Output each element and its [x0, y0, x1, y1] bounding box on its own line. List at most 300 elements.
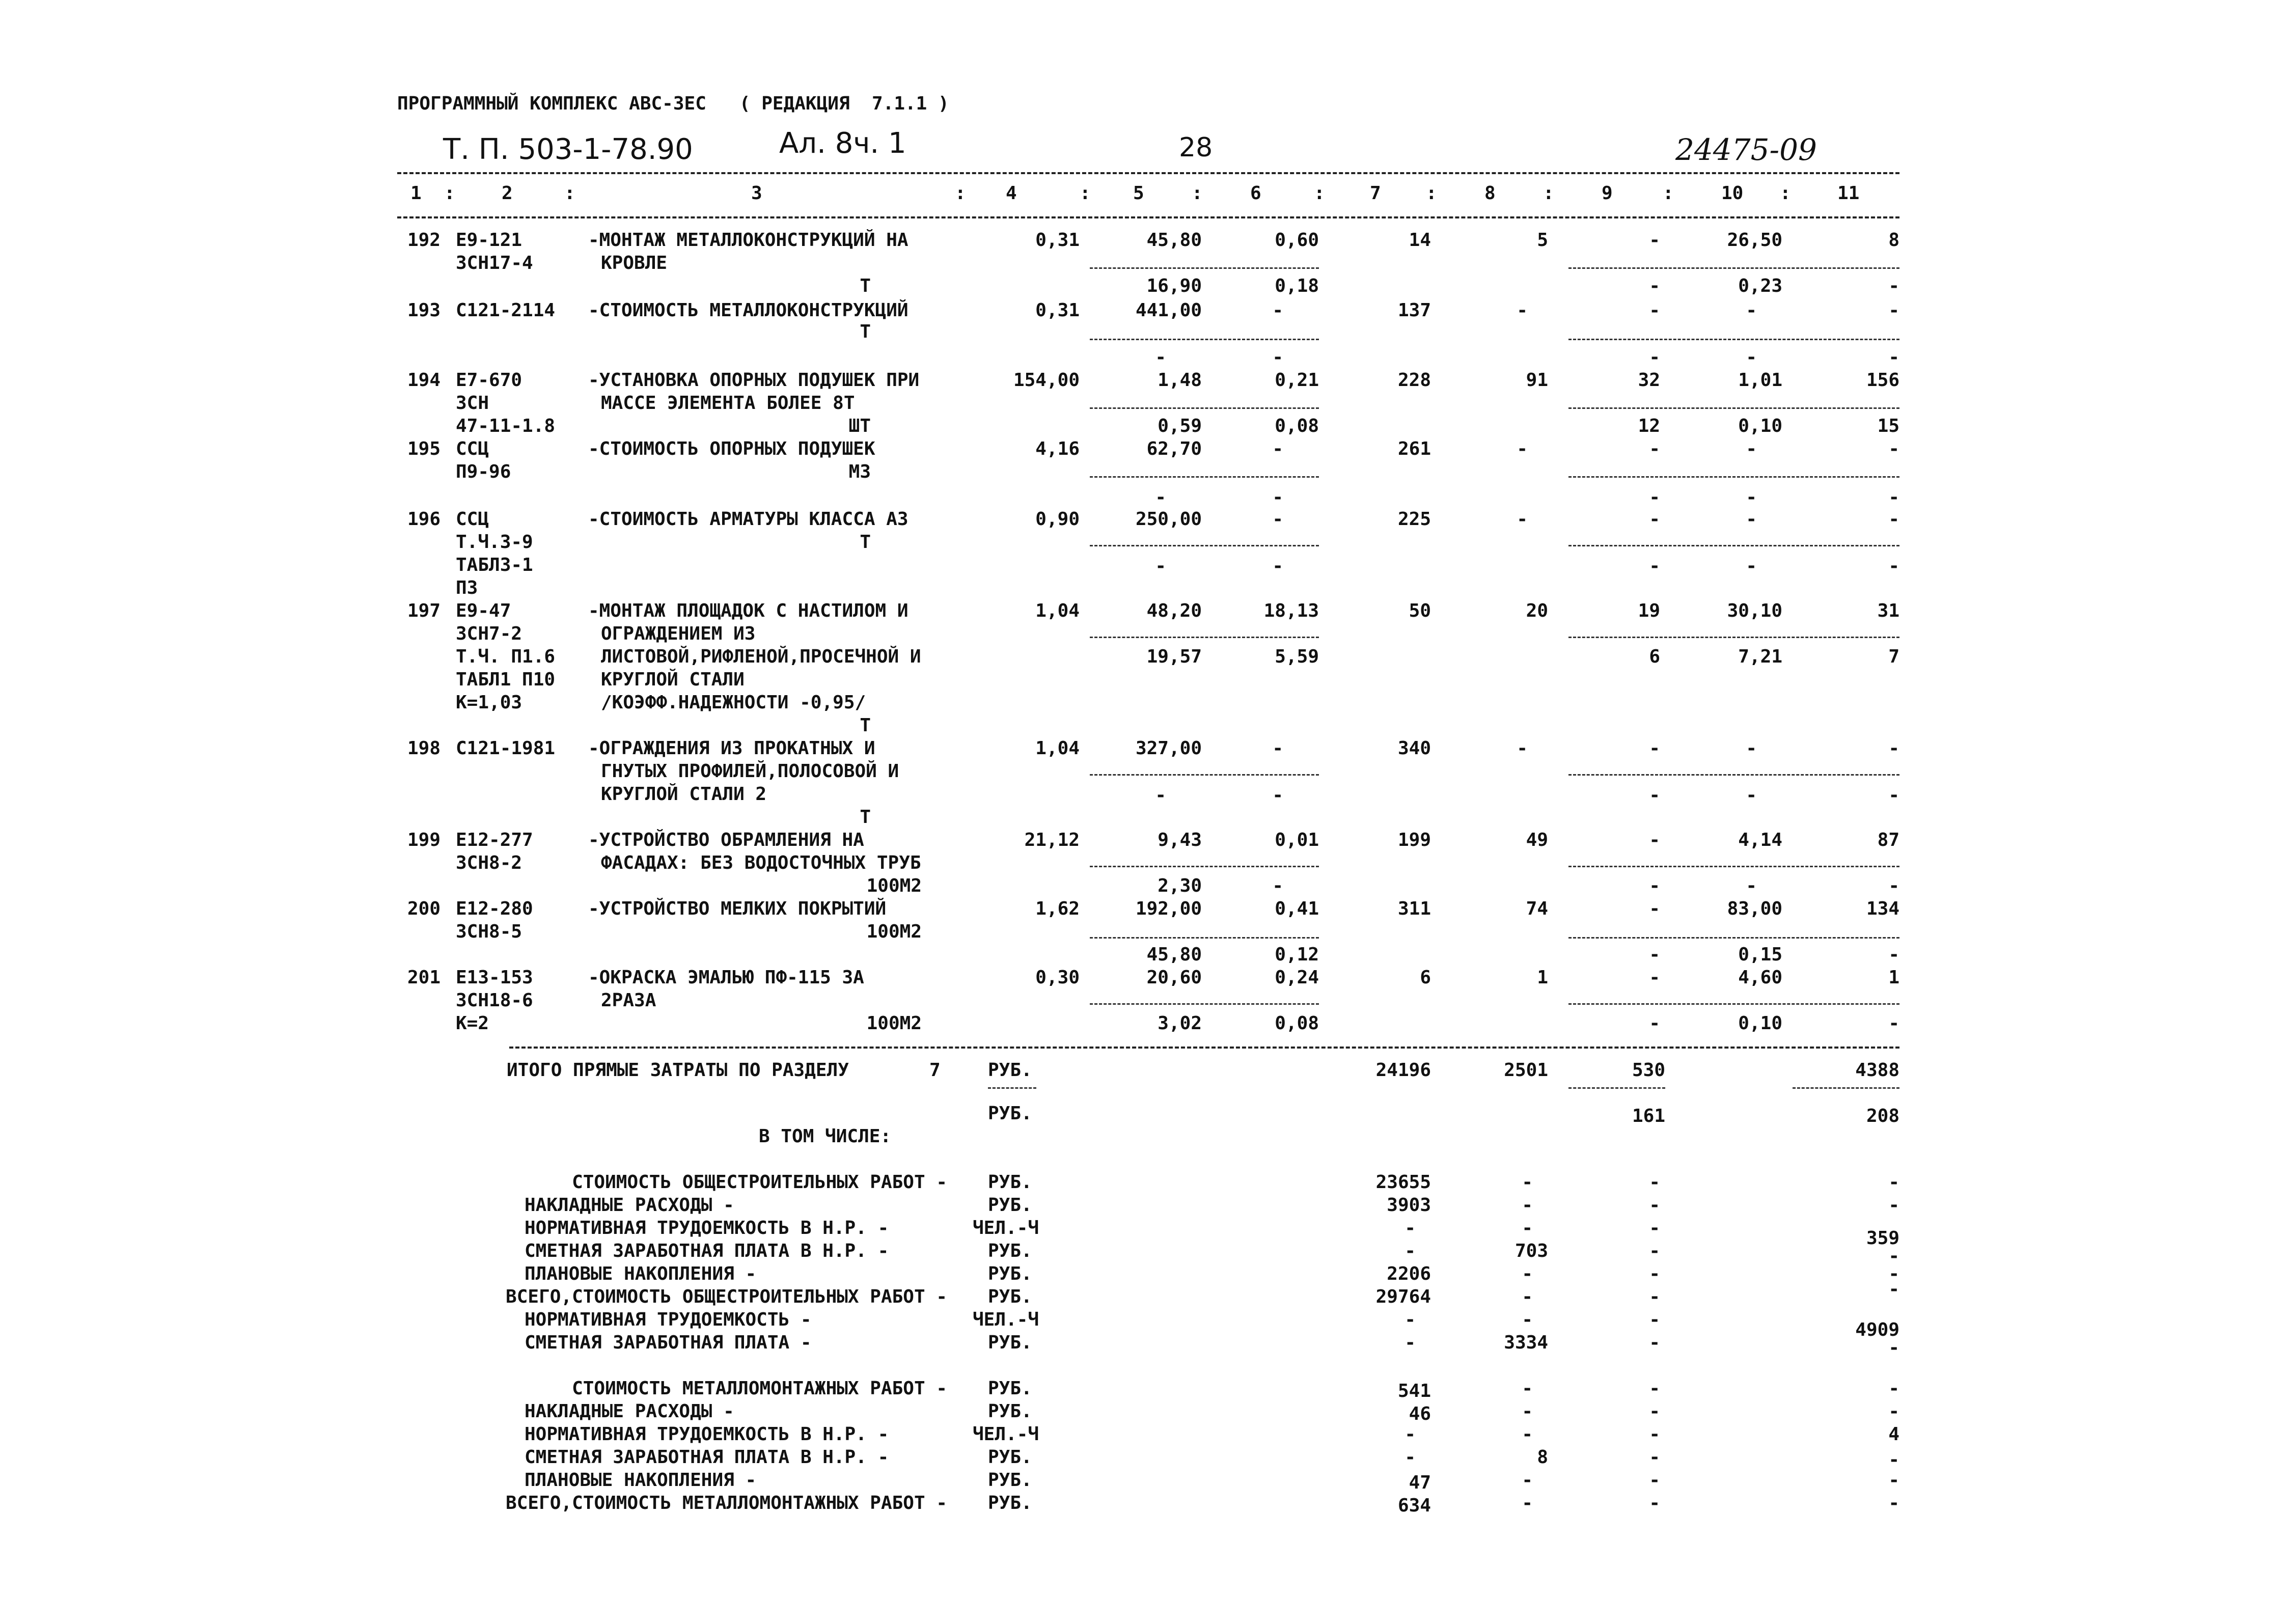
- cell: 48,20: [1146, 600, 1202, 621]
- cell: 530: [1632, 1060, 1665, 1081]
- cell: 32: [1638, 370, 1660, 391]
- cell: -: [1888, 300, 1899, 321]
- cell: 3903: [1387, 1195, 1431, 1216]
- cell: -: [1649, 1241, 1660, 1261]
- cell: -: [1746, 738, 1757, 759]
- cell: -: [1649, 1195, 1660, 1216]
- cell: 1: [1888, 967, 1899, 988]
- cell: -: [1155, 347, 1166, 368]
- norm-code: ТАБЛ1 П10: [456, 669, 556, 690]
- cell: -: [1649, 1263, 1660, 1284]
- cell: 3334: [1504, 1332, 1548, 1353]
- unit: РУБ.: [988, 1263, 1032, 1284]
- cell: -: [1272, 556, 1283, 576]
- work-name: -УСТРОЙСТВО ОБРАМЛЕНИЯ НА: [588, 830, 864, 850]
- cell: -: [1888, 944, 1899, 965]
- cell: 228: [1397, 370, 1431, 391]
- cell: 1,01: [1738, 370, 1782, 391]
- cell: 250,00: [1135, 509, 1202, 530]
- cell: -: [1649, 830, 1660, 850]
- work-name: 2РАЗА: [601, 990, 656, 1011]
- cell: 4,60: [1738, 967, 1782, 988]
- quantity: 0,31: [1035, 300, 1080, 321]
- column-header: 3: [751, 183, 762, 204]
- unit: ШТ: [848, 416, 871, 436]
- cell: 137: [1397, 300, 1431, 321]
- unit: Т: [860, 532, 871, 553]
- cell: 0,24: [1275, 967, 1319, 988]
- cell: -: [1746, 875, 1757, 896]
- cell: 703: [1514, 1241, 1548, 1261]
- cell: 0,41: [1275, 898, 1319, 919]
- album-number: Ал. 8ч. 1: [779, 127, 906, 160]
- cell: -: [1522, 1493, 1533, 1513]
- cell: -: [1888, 1401, 1899, 1422]
- unit: РУБ.: [988, 1332, 1032, 1353]
- cell: -: [1272, 300, 1283, 321]
- cell: 6: [1649, 646, 1660, 667]
- column-header: 11: [1837, 183, 1860, 204]
- totals-label: ИТОГО ПРЯМЫЕ ЗАТРАТЫ ПО РАЗДЕЛУ: [507, 1060, 849, 1081]
- quantity: 0,31: [1035, 230, 1080, 251]
- cell: 0,10: [1738, 1013, 1782, 1034]
- header-rule-bottom: [397, 216, 1899, 218]
- cell: 161: [1632, 1106, 1665, 1126]
- cell: -: [1522, 1172, 1533, 1193]
- unit: ЧЕЛ.-Ч: [973, 1309, 1039, 1330]
- summary-label: СМЕТНАЯ ЗАРАБОТНАЯ ПЛАТА -: [525, 1332, 812, 1353]
- row-number: 195: [407, 438, 441, 459]
- estimate-sheet: ПРОГРАММНЫЙ КОМПЛЕКС АВС-ЗЕС ( РЕДАКЦИЯ 7.1.1 ) Т. П. 503-1-78.90 Ал. 8ч. 1 28 24475-09 1 : 2 : 3 : 4 : 5 : 6 : 7 : 8 : 9 : 10 : 11 192 Е9-121 ЗСН17-4 -МОНТАЖ МЕТАЛЛОКОНСТРУКЦИЙ НА КРОВЛЕ Т 0,31 45,80 0,60 14 5 - 26,50 8 16,90 0,18 - 0,23 - 193 С121-2114 -СТОИМОСТЬ МЕТАЛЛОКОНСТРУКЦИЙ Т 0,31 441,00 - 137 - - - - - - - - - 194 Е7-670 ЗСН 47-11-1.8 -УСТАНОВКА ОПОРНЫХ ПОДУШЕК ПРИ МАССЕ ЭЛЕМЕНТА БОЛЕЕ 8Т ШТ 154,00 1,48 0,21 228 91 32 1,01 156 0,59 0,08 12 0,10 15 195 ССЦ П9-96 -СТОИМОСТЬ ОПОРНЫХ ПОДУШЕК М3 4,16 62,70 - 261 - - - - - - - - - 196 ССЦ Т.Ч.3-9 ТАБЛ3-1 П3 -СТОИМОСТЬ АРМАТУРЫ КЛАССА А3 Т 0,90 250,00 - 225 - - - - - - - - - 197 Е9-47 ЗСН7-2 Т.Ч. П1.6 ТАБЛ1 П10 К=1,03 -МОНТАЖ ПЛОЩАДОК С НАСТИЛОМ И ОГРАЖДЕНИЕМ ИЗ ЛИСТОВОЙ,РИФЛЕНОЙ,ПРОСЕЧНОЙ И КРУГЛОЙ СТАЛИ /КОЭФФ.НАДЕЖНОСТИ -0,95/ Т 1,04 48,20 18,13 50 20 19 30,10 31 19,57 5,59 6 7,21 7 198 С121-1981 -ОГРАЖДЕНИЯ ИЗ ПРОКАТНЫХ И ГНУТЫХ ПРОФИЛЕЙ,ПОЛОСОВОЙ И КРУГЛОЙ СТАЛИ 2 Т 1,04 327,00 - 340 - - - - - - - - - 199 Е12-277 ЗСН8-2 -УСТРОЙСТВО ОБРАМЛЕНИЯ НА ФАСАДАХ: БЕЗ ВОДОСТОЧНЫХ ТРУБ 100М2 21,12 9,43 0,01 199 49 - 4,14 87 2,30 - - - - 200 Е12-280 ЗСН8-5 -УСТРОЙСТВО МЕЛКИХ ПОКРЫТИЙ 100М2 1,62 192,00 0,41 311 74 - 83,00 134 45,80 0,12 - 0,15 - 201 Е13-153 ЗСН18-6 К=2 -ОКРАСКА ЭМАЛЬЮ ПФ-115 ЗА 2РАЗА 100М2 0,30 20,60 0,24 6 1 - 4,60 1 3,02 0,08 - 0,10 - ИТОГО ПРЯМЫЕ ЗАТРАТЫ ПО РАЗДЕЛУ 7 РУБ. 24196 2501 530 4388 РУБ. 161 208 В ТОМ ЧИСЛЕ: СТОИМОСТЬ ОБЩЕСТРОИТЕЛЬНЫХ РАБОТ - РУБ. 23655 - - - НАКЛАДНЫЕ РАСХОДЫ - РУБ. 3903 - - - НОРМАТИВНАЯ ТРУДОЕМКОСТЬ В Н.Р. - ЧЕЛ.-Ч - - - 359 СМЕТНАЯ ЗАРАБОТНАЯ ПЛАТА В Н.Р. - РУБ. - 703 - - ПЛАНОВЫЕ НАКОПЛЕНИЯ - РУБ. 2206 - - - ВСЕГО,СТОИМОСТЬ ОБЩЕСТРОИТЕЛЬНЫХ РАБОТ - РУБ. 29764 - - - НОРМАТИВНАЯ ТРУДОЕМКОСТЬ - ЧЕЛ.-Ч - - - 4909 СМЕТНАЯ ЗАРАБОТНАЯ ПЛАТА - РУБ. - 3334 - - СТОИМОСТЬ МЕТАЛЛОМОНТАЖНЫХ РАБОТ - РУБ. 541 - - - НАКЛАДНЫЕ РАСХОДЫ - РУБ. 46 - - - НОРМАТИВНАЯ ТРУДОЕМКОСТЬ В Н.Р. - ЧЕЛ.-Ч - - - 4 СМЕТНАЯ ЗАРАБОТНАЯ ПЛАТА В Н.Р. - РУБ. - 8 - - ПЛАНОВЫЕ НАКОПЛЕНИЯ - РУБ. 47 - - - ВСЕГО,СТОИМОСТЬ МЕТАЛЛОМОНТАЖНЫХ РАБОТ - РУБ. 634 - - -: [0, 0, 2286, 1624]
- totals-section: 7: [929, 1060, 941, 1081]
- cell: 0,21: [1275, 370, 1319, 391]
- cell: 2,30: [1158, 875, 1202, 896]
- work-name: ФАСАДАХ: БЕЗ ВОДОСТОЧНЫХ ТРУБ: [601, 852, 921, 873]
- cell: -: [1649, 509, 1660, 530]
- cell: 20: [1526, 600, 1548, 621]
- cell: 0,59: [1158, 416, 1202, 436]
- cell: 0,18: [1275, 276, 1319, 296]
- cell: -: [1649, 1493, 1660, 1513]
- column-header: 8: [1484, 183, 1496, 204]
- norm-code: С121-2114: [456, 300, 556, 321]
- cell: 14: [1409, 230, 1431, 251]
- cell: 8: [1537, 1447, 1548, 1468]
- cell: -: [1888, 1279, 1899, 1300]
- cell: -: [1649, 438, 1660, 459]
- work-name: ОГРАЖДЕНИЕМ ИЗ: [601, 623, 756, 644]
- unit: РУБ.: [988, 1286, 1032, 1307]
- row-number: 193: [407, 300, 441, 321]
- cell: 18,13: [1263, 600, 1319, 621]
- norm-code: Т.Ч. П1.6: [456, 646, 556, 667]
- cell: 311: [1397, 898, 1431, 919]
- quantity: 154,00: [1013, 370, 1080, 391]
- cell: -: [1649, 1401, 1660, 1422]
- cell: -: [1517, 300, 1528, 321]
- cell: -: [1522, 1401, 1533, 1422]
- column-header: 1: [410, 183, 422, 204]
- norm-code: Т.Ч.3-9: [456, 532, 533, 553]
- summary-label: СМЕТНАЯ ЗАРАБОТНАЯ ПЛАТА В Н.Р. -: [525, 1447, 889, 1468]
- cell: -: [1746, 556, 1757, 576]
- work-name: КРУГЛОЙ СТАЛИ: [601, 669, 745, 690]
- cell: -: [1649, 1332, 1660, 1353]
- cell: -: [1888, 1263, 1899, 1284]
- program-title: ПРОГРАММНЫЙ КОМПЛЕКС АВС-ЗЕС ( РЕДАКЦИЯ 7.1.1 ): [397, 93, 949, 114]
- unit: Т: [860, 276, 871, 296]
- cell: 4909: [1855, 1319, 1899, 1340]
- cell: -: [1746, 785, 1757, 806]
- cell: 0,60: [1275, 230, 1319, 251]
- cell: 7: [1888, 646, 1899, 667]
- document-number: 24475-09: [1675, 132, 1817, 167]
- unit: 100М2: [866, 1013, 922, 1034]
- cell: -: [1888, 785, 1899, 806]
- cell: 20,60: [1146, 967, 1202, 988]
- cell: -: [1888, 1172, 1899, 1193]
- norm-code: ССЦ: [456, 438, 489, 459]
- cell: 12: [1638, 416, 1660, 436]
- cell: -: [1649, 487, 1660, 508]
- cell: 2206: [1387, 1263, 1431, 1284]
- summary-label: ВСЕГО,СТОИМОСТЬ ОБЩЕСТРОИТЕЛЬНЫХ РАБОТ -: [506, 1286, 947, 1307]
- unit: РУБ.: [988, 1172, 1032, 1193]
- row-number: 198: [407, 738, 441, 759]
- cell: 19: [1638, 600, 1660, 621]
- cell: -: [1522, 1424, 1533, 1445]
- cell: -: [1746, 438, 1757, 459]
- cell: -: [1272, 738, 1283, 759]
- quantity: 0,30: [1035, 967, 1080, 988]
- unit: РУБ.: [988, 1493, 1032, 1513]
- cell: -: [1888, 1493, 1899, 1513]
- norm-code: П9-96: [456, 461, 511, 482]
- cell: 87: [1877, 830, 1899, 850]
- cell: -: [1888, 509, 1899, 530]
- cell: 134: [1866, 898, 1899, 919]
- cell: -: [1649, 230, 1660, 251]
- norm-code: ЗСН: [456, 393, 489, 414]
- cell: 6: [1420, 967, 1431, 988]
- cell: 46: [1409, 1403, 1431, 1424]
- summary-label: НАКЛАДНЫЕ РАСХОДЫ -: [525, 1195, 734, 1216]
- cell: -: [1888, 1246, 1899, 1267]
- cell: 0,08: [1275, 416, 1319, 436]
- norm-code: С121-1981: [456, 738, 556, 759]
- work-name: ГНУТЫХ ПРОФИЛЕЙ,ПОЛОСОВОЙ И: [601, 761, 899, 782]
- including-label: В ТОМ ЧИСЛЕ:: [759, 1126, 892, 1147]
- work-name: -СТОИМОСТЬ МЕТАЛЛОКОНСТРУКЦИЙ: [588, 300, 908, 321]
- unit: РУБ.: [988, 1401, 1032, 1422]
- cell: -: [1649, 300, 1660, 321]
- unit: РУБ.: [988, 1470, 1032, 1491]
- cell: -: [1272, 487, 1283, 508]
- cell: 199: [1397, 830, 1431, 850]
- cell: -: [1517, 738, 1528, 759]
- cell: -: [1888, 875, 1899, 896]
- cell: 45,80: [1146, 944, 1202, 965]
- norm-code: ЗСН7-2: [456, 623, 522, 644]
- column-header: 7: [1370, 183, 1381, 204]
- cell: -: [1522, 1470, 1533, 1491]
- work-name: -ОГРАЖДЕНИЯ ИЗ ПРОКАТНЫХ И: [588, 738, 875, 759]
- cell: -: [1888, 1449, 1899, 1470]
- cell: 340: [1397, 738, 1431, 759]
- cell: 4,14: [1738, 830, 1782, 850]
- cell: -: [1888, 1013, 1899, 1034]
- unit: Т: [860, 807, 871, 828]
- cell: -: [1649, 1424, 1660, 1445]
- cell: -: [1272, 509, 1283, 530]
- summary-label: СМЕТНАЯ ЗАРАБОТНАЯ ПЛАТА В Н.Р. -: [525, 1241, 889, 1261]
- cell: -: [1522, 1309, 1533, 1330]
- cell: -: [1522, 1286, 1533, 1307]
- cell: -: [1272, 785, 1283, 806]
- summary-label: НАКЛАДНЫЕ РАСХОДЫ -: [525, 1401, 734, 1422]
- cell: 0,08: [1275, 1013, 1319, 1034]
- cell: 4: [1888, 1424, 1899, 1445]
- cell: 261: [1397, 438, 1431, 459]
- column-header: 4: [1006, 183, 1017, 204]
- cell: -: [1649, 1286, 1660, 1307]
- cell: 4388: [1855, 1060, 1899, 1081]
- work-name: -УСТРОЙСТВО МЕЛКИХ ПОКРЫТИЙ: [588, 898, 887, 919]
- row-number: 201: [407, 967, 441, 988]
- cell: 327,00: [1135, 738, 1202, 759]
- cell: 45,80: [1146, 230, 1202, 251]
- cell: 24196: [1375, 1060, 1431, 1081]
- cell: 19,57: [1146, 646, 1202, 667]
- cell: -: [1649, 1013, 1660, 1034]
- cell: -: [1649, 556, 1660, 576]
- cell: 5,59: [1275, 646, 1319, 667]
- norm-code: ТАБЛ3-1: [456, 555, 533, 575]
- column-header: 6: [1250, 183, 1261, 204]
- header-rule-top: [397, 172, 1899, 174]
- norm-code: К=2: [456, 1013, 489, 1034]
- work-name: -МОНТАЖ МЕТАЛЛОКОНСТРУКЦИЙ НА: [588, 230, 908, 251]
- cell: -: [1888, 276, 1899, 296]
- work-name: МАССЕ ЭЛЕМЕНТА БОЛЕЕ 8Т: [601, 393, 855, 414]
- cell: -: [1746, 300, 1757, 321]
- work-name: -УСТАНОВКА ОПОРНЫХ ПОДУШЕК ПРИ: [588, 370, 920, 391]
- cell: -: [1649, 347, 1660, 368]
- cell: 49: [1526, 830, 1548, 850]
- cell: -: [1888, 1470, 1899, 1491]
- norm-code: ССЦ: [456, 509, 489, 530]
- cell: 8: [1888, 230, 1899, 251]
- cell: 0,10: [1738, 416, 1782, 436]
- quantity: 4,16: [1035, 438, 1080, 459]
- cell: -: [1404, 1332, 1416, 1353]
- cell: -: [1746, 509, 1757, 530]
- cell: -: [1649, 1447, 1660, 1468]
- summary-label: ВСЕГО,СТОИМОСТЬ МЕТАЛЛОМОНТАЖНЫХ РАБОТ -: [506, 1493, 947, 1513]
- cell: -: [1522, 1378, 1533, 1399]
- cell: -: [1155, 785, 1166, 806]
- cell: 0,15: [1738, 944, 1782, 965]
- cell: -: [1272, 347, 1283, 368]
- cell: -: [1888, 1195, 1899, 1216]
- cell: 541: [1397, 1381, 1431, 1401]
- cell: -: [1888, 438, 1899, 459]
- quantity: 21,12: [1024, 830, 1080, 850]
- cell: -: [1649, 738, 1660, 759]
- cell: -: [1404, 1447, 1416, 1468]
- row-number: 199: [407, 830, 441, 850]
- cell: -: [1888, 347, 1899, 368]
- unit: РУБ.: [988, 1447, 1032, 1468]
- summary-label: СТОИМОСТЬ ОБЩЕСТРОИТЕЛЬНЫХ РАБОТ -: [572, 1172, 947, 1193]
- summary-label: НОРМАТИВНАЯ ТРУДОЕМКОСТЬ В Н.Р. -: [525, 1218, 889, 1238]
- quantity: 1,62: [1035, 898, 1080, 919]
- work-name: -СТОИМОСТЬ ОПОРНЫХ ПОДУШЕК: [588, 438, 875, 459]
- unit: 100М2: [866, 921, 922, 942]
- cell: -: [1649, 1172, 1660, 1193]
- unit: Т: [860, 321, 871, 342]
- cell: -: [1649, 944, 1660, 965]
- cell: 9,43: [1158, 830, 1202, 850]
- totals-rule: [509, 1047, 1899, 1049]
- unit: 100М2: [866, 875, 922, 896]
- cell: 91: [1526, 370, 1548, 391]
- summary-label: СТОИМОСТЬ МЕТАЛЛОМОНТАЖНЫХ РАБОТ -: [572, 1378, 947, 1399]
- cell: -: [1649, 898, 1660, 919]
- cell: 7,21: [1738, 646, 1782, 667]
- cell: 0,01: [1275, 830, 1319, 850]
- cell: 192,00: [1135, 898, 1202, 919]
- cell: 23655: [1375, 1172, 1431, 1193]
- cell: -: [1649, 1378, 1660, 1399]
- cell: -: [1888, 556, 1899, 576]
- row-number: 194: [407, 370, 441, 391]
- cell: -: [1522, 1195, 1533, 1216]
- cell: 15: [1877, 416, 1899, 436]
- cell: 50: [1409, 600, 1431, 621]
- cell: -: [1649, 1218, 1660, 1238]
- column-header: 5: [1133, 183, 1144, 204]
- row-number: 200: [407, 898, 441, 919]
- cell: -: [1888, 1378, 1899, 1399]
- cell: -: [1272, 438, 1283, 459]
- summary-label: ПЛАНОВЫЕ НАКОПЛЕНИЯ -: [525, 1470, 757, 1491]
- cell: 0,23: [1738, 276, 1782, 296]
- cell: 225: [1397, 509, 1431, 530]
- cell: 29764: [1375, 1286, 1431, 1307]
- cell: 62,70: [1146, 438, 1202, 459]
- cell: -: [1404, 1241, 1416, 1261]
- cell: -: [1649, 1309, 1660, 1330]
- cell: -: [1746, 487, 1757, 508]
- work-name: КРУГЛОЙ СТАЛИ 2: [601, 784, 767, 805]
- cell: 359: [1866, 1228, 1899, 1249]
- page-number: 28: [1179, 132, 1213, 163]
- quantity: 1,04: [1035, 600, 1080, 621]
- norm-code: Е9-121: [456, 230, 522, 251]
- quantity: 0,90: [1035, 509, 1080, 530]
- norm-code: П3: [456, 577, 478, 598]
- cell: 208: [1866, 1106, 1899, 1126]
- work-name: -ОКРАСКА ЭМАЛЬЮ ПФ-115 ЗА: [588, 967, 864, 988]
- column-header: 2: [502, 183, 513, 204]
- row-number: 197: [407, 600, 441, 621]
- cell: -: [1517, 509, 1528, 530]
- norm-code: Е9-47: [456, 600, 511, 621]
- column-header: 9: [1602, 183, 1613, 204]
- work-name: КРОВЛЕ: [601, 253, 668, 273]
- cell: -: [1649, 1470, 1660, 1491]
- cell: -: [1522, 1263, 1533, 1284]
- norm-code: Е7-670: [456, 370, 522, 391]
- work-name: /КОЭФФ.НАДЕЖНОСТИ -0,95/: [601, 692, 866, 713]
- cell: -: [1746, 347, 1757, 368]
- cell: -: [1155, 487, 1166, 508]
- cell: 5: [1537, 230, 1548, 251]
- summary-label: НОРМАТИВНАЯ ТРУДОЕМКОСТЬ В Н.Р. -: [525, 1424, 889, 1445]
- cell: 441,00: [1135, 300, 1202, 321]
- cell: 31: [1877, 600, 1899, 621]
- row-number: 196: [407, 509, 441, 530]
- norm-code: ЗСН17-4: [456, 253, 533, 273]
- cell: 3,02: [1158, 1013, 1202, 1034]
- cell: 47: [1409, 1472, 1431, 1493]
- norm-code: Е13-153: [456, 967, 533, 988]
- summary-label: НОРМАТИВНАЯ ТРУДОЕМКОСТЬ -: [525, 1309, 812, 1330]
- cell: 1: [1537, 967, 1548, 988]
- cell: 16,90: [1146, 276, 1202, 296]
- norm-code: ЗСН8-5: [456, 921, 522, 942]
- norm-code: Е12-277: [456, 830, 533, 850]
- unit: РУБ.: [988, 1060, 1032, 1081]
- unit: ЧЕЛ.-Ч: [973, 1424, 1039, 1445]
- unit: РУБ.: [988, 1103, 1032, 1124]
- cell: 74: [1526, 898, 1548, 919]
- unit: РУБ.: [988, 1195, 1032, 1216]
- work-name: ЛИСТОВОЙ,РИФЛЕНОЙ,ПРОСЕЧНОЙ И: [601, 646, 921, 667]
- cell: -: [1649, 875, 1660, 896]
- cell: 634: [1397, 1495, 1431, 1516]
- norm-code: 47-11-1.8: [456, 416, 556, 436]
- norm-code: ЗСН18-6: [456, 990, 533, 1011]
- summary-label: ПЛАНОВЫЕ НАКОПЛЕНИЯ -: [525, 1263, 757, 1284]
- cell: -: [1404, 1218, 1416, 1238]
- cell: 30,10: [1727, 600, 1782, 621]
- norm-code: Е12-280: [456, 898, 533, 919]
- cell: -: [1517, 438, 1528, 459]
- unit: Т: [860, 715, 871, 736]
- unit: РУБ.: [988, 1241, 1032, 1261]
- cell: -: [1888, 1337, 1899, 1358]
- cell: 26,50: [1727, 230, 1782, 251]
- cell: 83,00: [1727, 898, 1782, 919]
- cell: -: [1522, 1218, 1533, 1238]
- cell: -: [1649, 967, 1660, 988]
- cell: -: [1155, 556, 1166, 576]
- row-number: 192: [407, 230, 441, 251]
- cell: -: [1649, 785, 1660, 806]
- cell: -: [1649, 276, 1660, 296]
- unit: М3: [848, 461, 871, 482]
- norm-code: ЗСН8-2: [456, 852, 522, 873]
- work-name: -МОНТАЖ ПЛОЩАДОК С НАСТИЛОМ И: [588, 600, 908, 621]
- quantity: 1,04: [1035, 738, 1080, 759]
- project-number: Т. П. 503-1-78.90: [443, 133, 693, 166]
- work-name: -СТОИМОСТЬ АРМАТУРЫ КЛАССА А3: [588, 509, 908, 530]
- norm-code: К=1,03: [456, 692, 522, 713]
- unit: ЧЕЛ.-Ч: [973, 1218, 1039, 1238]
- cell: 2501: [1504, 1060, 1548, 1081]
